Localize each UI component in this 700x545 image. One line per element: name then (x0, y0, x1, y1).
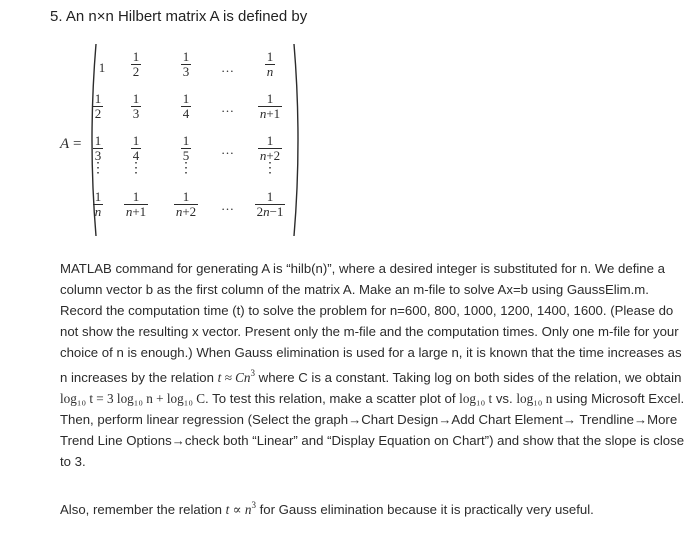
cell-r2-c2: $\frac{1}{3}$ (132, 91, 140, 121)
cell-r5-c5: $\frac{1}{2n-1}$ (256, 189, 284, 219)
cell-r3-c1: $\frac{1}{3}$ (94, 133, 102, 163)
p1-text-b: where C is a constant. Taking log on both sides of the relation, we obtain (255, 370, 682, 385)
cell-r5-c2: $\frac{1}{n+1}$ (125, 189, 147, 219)
cell-r4-c5: ⋮ (263, 161, 277, 176)
hilbert-matrix (60, 40, 310, 240)
cell-r4-c1: ⋮ (91, 161, 105, 176)
right-parenthesis (292, 40, 304, 240)
cell-r2-dots: … (221, 100, 235, 115)
relation-proportional: t ∝ n (225, 502, 252, 517)
cell-r3-c2: $\frac{1}{4}$ (132, 133, 140, 163)
cell-r5-dots: … (221, 198, 235, 213)
cell-r1-c2: $\frac{1}{2}$ (132, 49, 140, 79)
p1-text-c: . To test this relation, make a scatter plot of (205, 391, 460, 406)
matrix-equals: = (73, 136, 82, 152)
cell-r2-c3: $\frac{1}{4}$ (182, 91, 190, 121)
log-n: log₁₀ n (516, 391, 553, 406)
reminder-paragraph (60, 495, 692, 520)
instructions-paragraph (60, 258, 692, 472)
cell-r1-c5: $\frac{1}{n}$ (266, 49, 274, 79)
p1-text-d: vs. (492, 391, 517, 406)
problem-heading: 5. An n×n Hilbert matrix A is defined by (50, 8, 308, 25)
cell-r5-c3: $\frac{1}{n+2}$ (175, 189, 197, 219)
cell-r1-dots: … (221, 60, 235, 75)
cell-r4-c3: ⋮ (179, 161, 193, 176)
cell-r2-c1: $\frac{1}{2}$ (94, 91, 102, 121)
cell-r5-c1: $\frac{1}{n}$ (94, 189, 102, 219)
matrix-label: A (60, 136, 70, 152)
p1-text-e: using Microsoft Excel. Then, perform linear regression (Select the graph→Chart Design→Add Chart Element→ Trendline→More Trend Line Options→check both “Linear” and “Display Equation on Chart”) and show that the slope is close to 3. (60, 391, 685, 469)
cell-r3-c3: $\frac{1}{5}$ (182, 133, 190, 163)
cell-r2-c5: $\frac{1}{n+1}$ (259, 91, 281, 121)
relation-proportional-exponent: 3 (251, 500, 256, 510)
cell-r4-c2: ⋮ (129, 161, 143, 176)
cell-r1-c1: 1 (98, 60, 106, 75)
log-t: log₁₀ t (459, 391, 493, 406)
p2-text-b: for Gauss elimination because it is practically very useful. (255, 502, 594, 517)
p2-text-a: Also, remember the relation (60, 502, 226, 517)
relation-approx: t ≈ Cn (217, 370, 251, 385)
relation-approx-exponent: 3 (250, 368, 255, 378)
log-equation: log₁₀ t = 3 log₁₀ n + log₁₀ C (60, 391, 206, 406)
cell-r3-c5: $\frac{1}{n+2}$ (259, 133, 281, 163)
cell-r3-dots: … (221, 142, 235, 157)
cell-r1-c3: $\frac{1}{3}$ (182, 49, 190, 79)
p1-text-a: MATLAB command for generating A is “hilb(n)”, where a desired integer is substituted for n. We define a column vector b as the first column of the matrix A. Make an m-file to solve Ax=b using GaussElim.m. Record the computation time (t) to solve the problem for n=600, 800, 1000, 1200, 1400, 1600. (Please do not show the resulting x vector. Present only the m-file and the computation times. Only one m-file for your choice of n is enough.) When Gauss elimination is used for a large n, it is known that the time increases as n increases by the relation (60, 261, 682, 385)
